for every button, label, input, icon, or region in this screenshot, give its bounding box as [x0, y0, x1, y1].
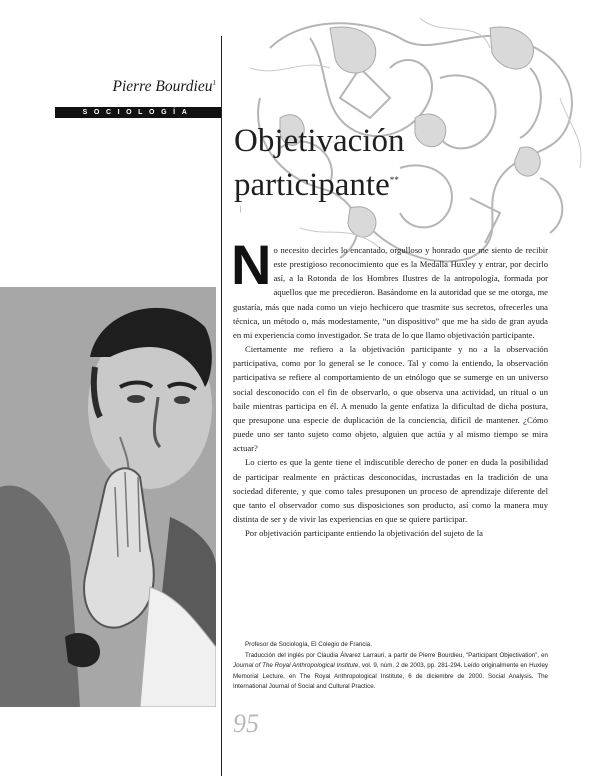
- title-line-1: Objetivación: [234, 123, 405, 159]
- column-divider-line: [221, 36, 222, 776]
- body-paragraph-4: Por objetivación participante entiendo la objetivación del sujeto de la: [245, 528, 483, 539]
- article-body: [231, 233, 548, 540]
- section-label-bar: SOCIOLOGÍA: [55, 107, 221, 118]
- body-paragraph-3: Lo cierto es que la gente tiene el indiscutible derecho de poner en duda la posibilidad de participar realmente en prácticas desconocidas, incrustadas en la tradición de una sociedad diferente, y que como tales presuponen un proceso de aprendizaje diferente del que tanto el observador como sus disposiciones son producto, así como la manera muy distinta de ser y de vivir las experiencias en que se quiere participar.: [233, 457, 548, 524]
- title-note-mark: |: [240, 205, 242, 213]
- drop-cap: N: [231, 233, 272, 296]
- footnotes: [233, 640, 548, 693]
- author-portrait-photo: [0, 287, 216, 707]
- page-number: 95: [233, 709, 259, 738]
- body-paragraph-1: No necesito decirles lo encantado, orgulloso y honrado que me siento de recibir este prestigioso reconocimiento que es la Medalla Huxley y entrar, por decirlo así, a la Rotonda de los Hombres Ilustres de la antropología, formada por aquellos que me precedieron. Basándome en la autoridad que se me otorga, me gustaría, más que nada como un viejo hechicero que trasmite sus secretos, ofrecerles una técnica, un método o, más modestamente, “un dispositivo” que me ha sido de gran ayuda en mi experiencia como investigador. Se trata de lo que llamo objetivación participante.: [231, 233, 548, 340]
- title-line-2: participante: [234, 167, 390, 203]
- article-title: [234, 122, 454, 205]
- body-paragraph-2: Ciertamente me refiero a la objetivación participante y no a la observación participativa, como por lo general se le conoce. Tal y como la entiendo, la observación participativa se refiere al comportamiento de un etnólogo que se sumerge en un universo social desconocido con el fin de observarlo, o que observa una actividad, un ritual o un baile mientras participa en él. A menudo la gente enfatiza la dificultad de dicha postura, que presupone una especie de duplicación de la conciencia, difícil de mantener. ¿Cómo puede uno ser tanto sujeto como objeto, alguien que actúa y al mismo tiempo se mira actuar?: [233, 344, 548, 454]
- footnote-2: Traducción del inglés por Claudia Álvarez Larrauri, a partir de Pierre Bourdieu, “Participant Objectivation”, en Journal of The Royal Anthropological Institute, vol. 9, núm. 2 de 2003, pp. 281-294. Leído originalmente en Huxley Memorial Lecture, en The Royal Anthropological Institute, 6 de diciembre de 2000. Social Analysis. The International Journal of Social and Cultural Practice.: [233, 651, 549, 690]
- author-name: Pierre Bourdieu$^1$: [112, 78, 216, 95]
- footnote-1: Profesor de Sociología, El Colegio de Francia.: [245, 641, 372, 648]
- title-footnote-mark: **: [389, 175, 399, 185]
